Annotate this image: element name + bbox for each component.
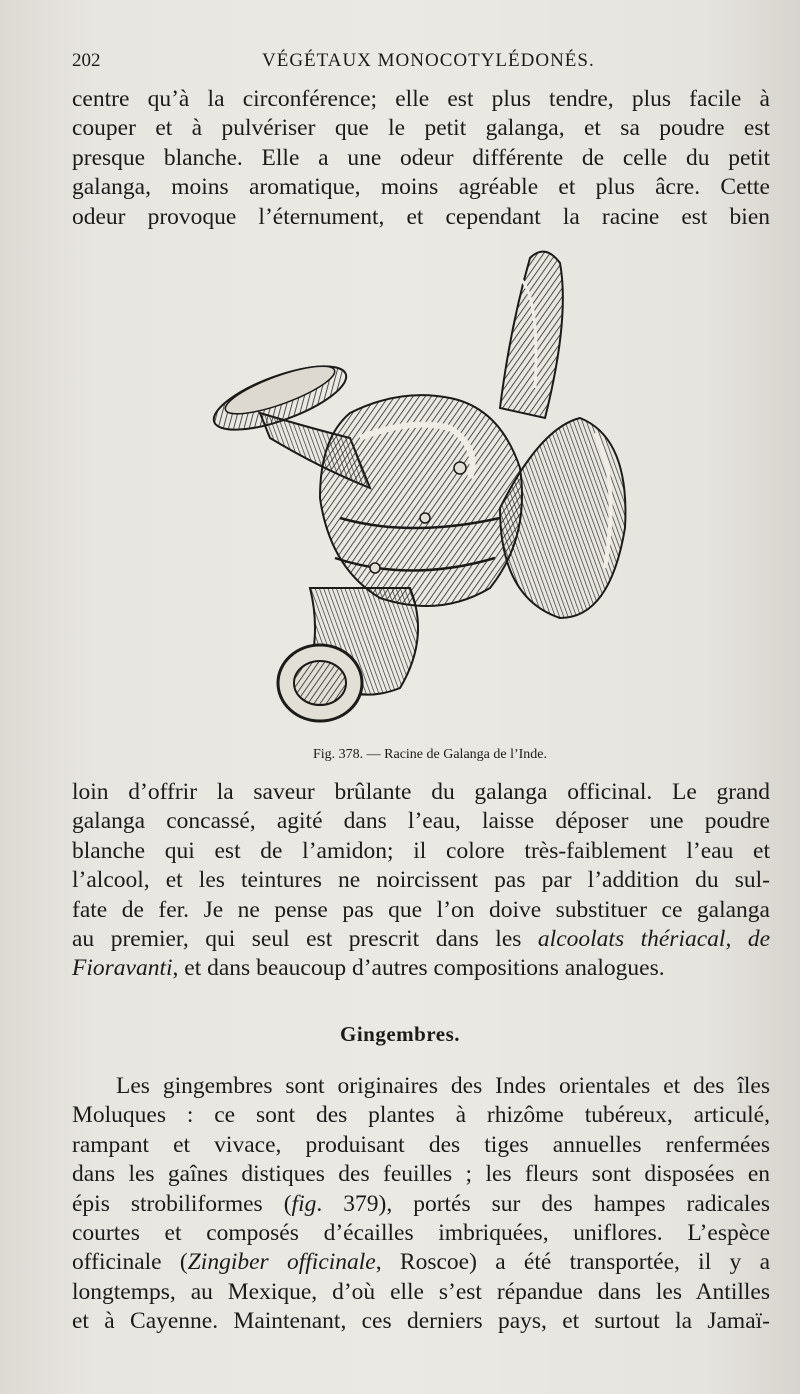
italic-text: fig bbox=[291, 1190, 317, 1217]
italic-text: alcoolats thériacal, de bbox=[537, 926, 771, 953]
text-line bbox=[72, 954, 770, 983]
text-line: longtemps, au Mexique, d’où elle s’est répandue dans les Antilles bbox=[72, 1278, 770, 1305]
text-run: épis strobiliformes ( bbox=[72, 1190, 292, 1217]
text-run: officinale ( bbox=[72, 1249, 188, 1276]
paragraph-galanga bbox=[72, 778, 770, 984]
text-run: , Roscoe) a été transportée, il y a bbox=[375, 1249, 771, 1276]
figure-galanga-root bbox=[200, 238, 640, 738]
text-run: . 379), portés sur des hampes radicales bbox=[316, 1190, 770, 1217]
italic-text: Zingiber officinale bbox=[187, 1249, 376, 1276]
text-line: centre qu’à la circonférence; elle est plus tendre, plus facile à bbox=[72, 86, 770, 112]
galanga-root-illustration bbox=[200, 238, 640, 738]
figure-caption: Fig. 378. — Racine de Galanga de l’Inde. bbox=[312, 747, 548, 762]
page-header bbox=[72, 44, 772, 74]
text-line: courtes et composés d’écailles imbriquées, uniflores. L’espèce bbox=[72, 1220, 770, 1247]
paragraph-continuation bbox=[72, 85, 770, 232]
text-line: galanga concassé, agité dans l’eau, laisse déposer une poudre bbox=[72, 808, 770, 835]
text-line: odeur provoque l’éternument, et cependant la racine est bien bbox=[72, 203, 770, 230]
text-line: et à Cayenne. Maintenant, ces derniers pays, et surtout la Jamaï- bbox=[72, 1308, 770, 1335]
text-line: loin d’offrir la saveur brûlante du galanga officinal. Le grand bbox=[72, 779, 770, 805]
paragraph-gingembres bbox=[72, 1072, 770, 1337]
text-run: au premier, qui seul est prescrit dans les bbox=[72, 926, 538, 953]
page-number: 202 bbox=[72, 50, 101, 71]
text-line: Moluques : ce sont des plantes à rhizôme tubéreux, articulé, bbox=[72, 1102, 770, 1129]
text-run: , et dans beaucoup d’autres compositions analogues. bbox=[172, 955, 665, 982]
text-line: fate de fer. Je ne pense pas que l’on doive substituer ce galanga bbox=[72, 896, 770, 923]
text-line: blanche qui est de l’amidon; il colore très-faiblement l’eau et bbox=[72, 837, 770, 864]
text-line: rampant et vivace, produisant des tiges annuelles renfermées bbox=[72, 1131, 770, 1158]
text-line bbox=[72, 1190, 770, 1219]
text-line bbox=[72, 1248, 770, 1277]
text-line bbox=[72, 925, 770, 954]
text-line: presque blanche. Elle a une odeur différente de celle du petit bbox=[72, 144, 770, 171]
section-title: Gingembres. bbox=[339, 1022, 461, 1046]
text-line: Les gingembres sont originaires des Indes orientales et des îles bbox=[116, 1073, 770, 1099]
text-line: l’alcool, et les teintures ne noircissent pas par l’addition du sul- bbox=[72, 867, 770, 894]
text-line: couper et à pulvériser que le petit galanga, et sa poudre est bbox=[72, 115, 770, 142]
italic-text: Fioravanti bbox=[72, 955, 173, 982]
running-head: VÉGÉTAUX MONOCOTYLÉDONÉS. bbox=[262, 50, 595, 71]
text-line: galanga, moins aromatique, moins agréable et plus âcre. Cette bbox=[72, 174, 770, 201]
text-line: dans les gaînes distiques des feuilles ; les fleurs sont disposées en bbox=[72, 1161, 770, 1188]
